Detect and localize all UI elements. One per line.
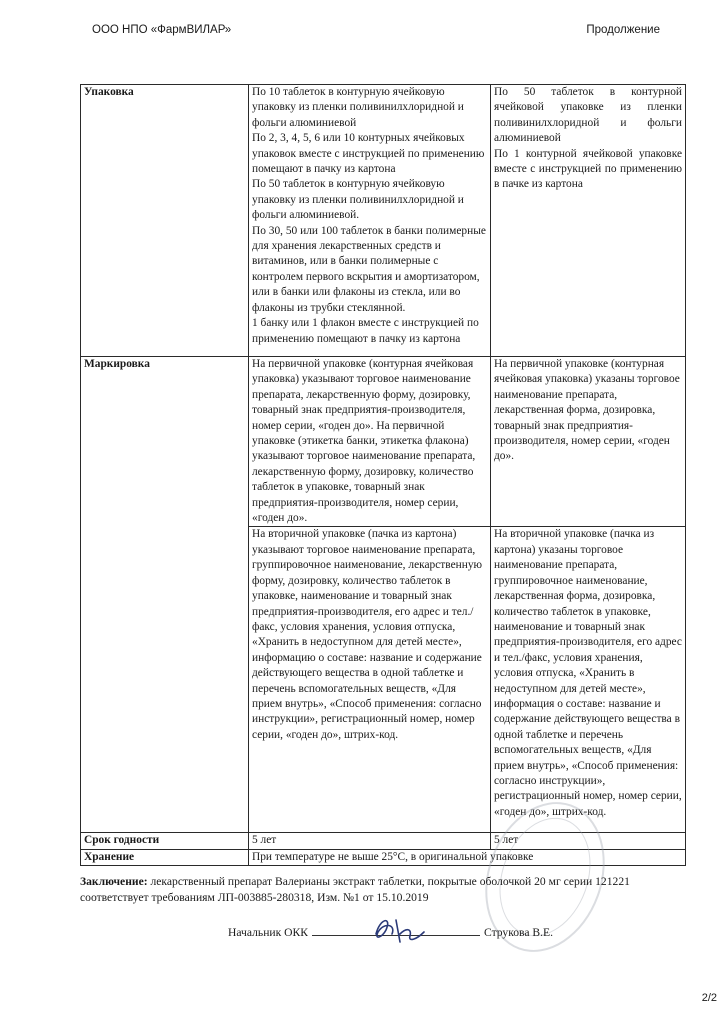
signature-underline: [312, 934, 480, 936]
shelf-life-actual: 5 лет: [491, 833, 686, 849]
conclusion-label: Заключение:: [80, 875, 148, 888]
table-row-marking-primary: [81, 357, 686, 527]
spec-table: [80, 84, 686, 866]
table-row-packaging: [81, 85, 686, 357]
packaging-actual-para: По 1 контурной ячейковой упаковке вместе с инструкцией по применению в пачке из картона: [494, 147, 682, 191]
continuation-label: Продолжение: [586, 24, 660, 36]
table-row-storage: [81, 849, 686, 865]
packaging-spec-para: 1 банку или 1 флакон вместе с инструкцией по применению помещают в пачку из картона: [252, 317, 479, 345]
conclusion-text: лекарственный препарат Валерианы экстракт таблетки, покрытые оболочкой 20 мг серии 121221 соответствует требованиям ЛП-003885-280318, Изм. №1 от 15.10.2019: [80, 875, 630, 904]
conclusion: [80, 874, 690, 906]
marking-primary-actual: На первичной упаковке (контурная ячейковая упаковка) указаны торговое наименование препарата, лекарственная форма, дозировка, товарный знак предприятия-производителя, номер серии, «годен до».: [491, 357, 686, 527]
marking-primary-spec: На первичной упаковке (контурная ячейковая упаковка) указывают торговое наименование препарата, лекарственную форму, дозировку, товарный знак предприятия-производителя, номер серии, «годен до». На первичной упаковке (этикетка банки, этикетка флакона) указывают торговое наименование препарата, лекарственную форму, дозировку, количество таблеток в упаковке, товарный знак предприятия-производителя, номер серии, «годен до».: [249, 357, 491, 527]
packaging-spec-para: По 10 таблеток в контурную ячейковую упаковку из пленки поливинилхлоридной и фольги алюминиевой: [252, 86, 464, 129]
packaging-spec-para: По 50 таблеток в контурную ячейковую упаковку из пленки поливинилхлоридной и фольги алюминиевой.: [252, 178, 464, 222]
marking-secondary-spec: На вторичной упаковке (пачка из картона) указывают торговое наименование препарата, группировочное наименование, лекарственную форму, дозировку, количество таблеток в упаковке, наименование и товарный знак предприятия-производителя, его адрес и тел./факс, условия хранения, условия отпуска, «Хранить в недоступном для детей месте», информацию о составе: название и содержание действующего вещества в одной таблетке и перечень вспомогательных веществ, «Для прием внутрь», «Способ применения: согласно инструкции», регистрационный номер, номер серии, «годен до», штрих-код.: [249, 527, 491, 833]
signer-name: Струкова В.Е.: [483, 926, 554, 939]
company-name: ООО НПО «ФармВИЛАР»: [92, 24, 232, 36]
marking-secondary-actual: На вторичной упаковке (пачка из картона) указаны торговое наименование препарата, группировочное наименование, лекарственная форма, дозировка, количество таблеток в упаковке, наименование и товарный знак предприятия-производителя, его адрес и тел./факс, условия хранения, условия отпуска, «Хранить в недоступном для детей месте», информация о составе: название и содержание действующего вещества в одной таблетке и перечень вспомогательных веществ, «Для прием внутрь», «Способ применения: согласно инструкции», регистрационный номер, номер серии, «годен до», штрих-код.: [491, 527, 686, 833]
packaging-actual-cell: [491, 85, 686, 357]
row-label-shelf-life: Срок годности: [81, 833, 249, 849]
page-number: 2/2: [701, 992, 717, 1004]
packaging-actual-para: По 50 таблеток в контурной ячейковой упаковке из пленки поливинилхлоридной и фольги алюминиевой: [494, 86, 682, 145]
row-label-storage: Хранение: [81, 849, 249, 865]
signer-role: Начальник ОКК: [228, 926, 308, 939]
row-label-marking: Маркировка: [81, 357, 249, 833]
storage-value: При температуре не выше 25°С, в оригинальной упаковке: [249, 849, 686, 865]
packaging-spec-para: По 2, 3, 4, 5, 6 или 10 контурных ячейковых упаковок вместе с инструкцией по применению помещают в пачку из картона: [252, 132, 485, 176]
row-label-packaging: Упаковка: [81, 85, 249, 357]
shelf-life-spec: 5 лет: [249, 833, 491, 849]
packaging-spec-cell: [249, 85, 491, 357]
table-row-shelf-life: [81, 833, 686, 849]
packaging-spec-para: По 30, 50 или 100 таблеток в банки полимерные для хранения лекарственных средств и витаминов, или в банки полимерные с контролем первого вскрытия и амортизатором, или в банки или флаконы из стекла, или во флаконы из трубки стеклянной.: [252, 224, 486, 314]
signature-line: [228, 926, 553, 939]
